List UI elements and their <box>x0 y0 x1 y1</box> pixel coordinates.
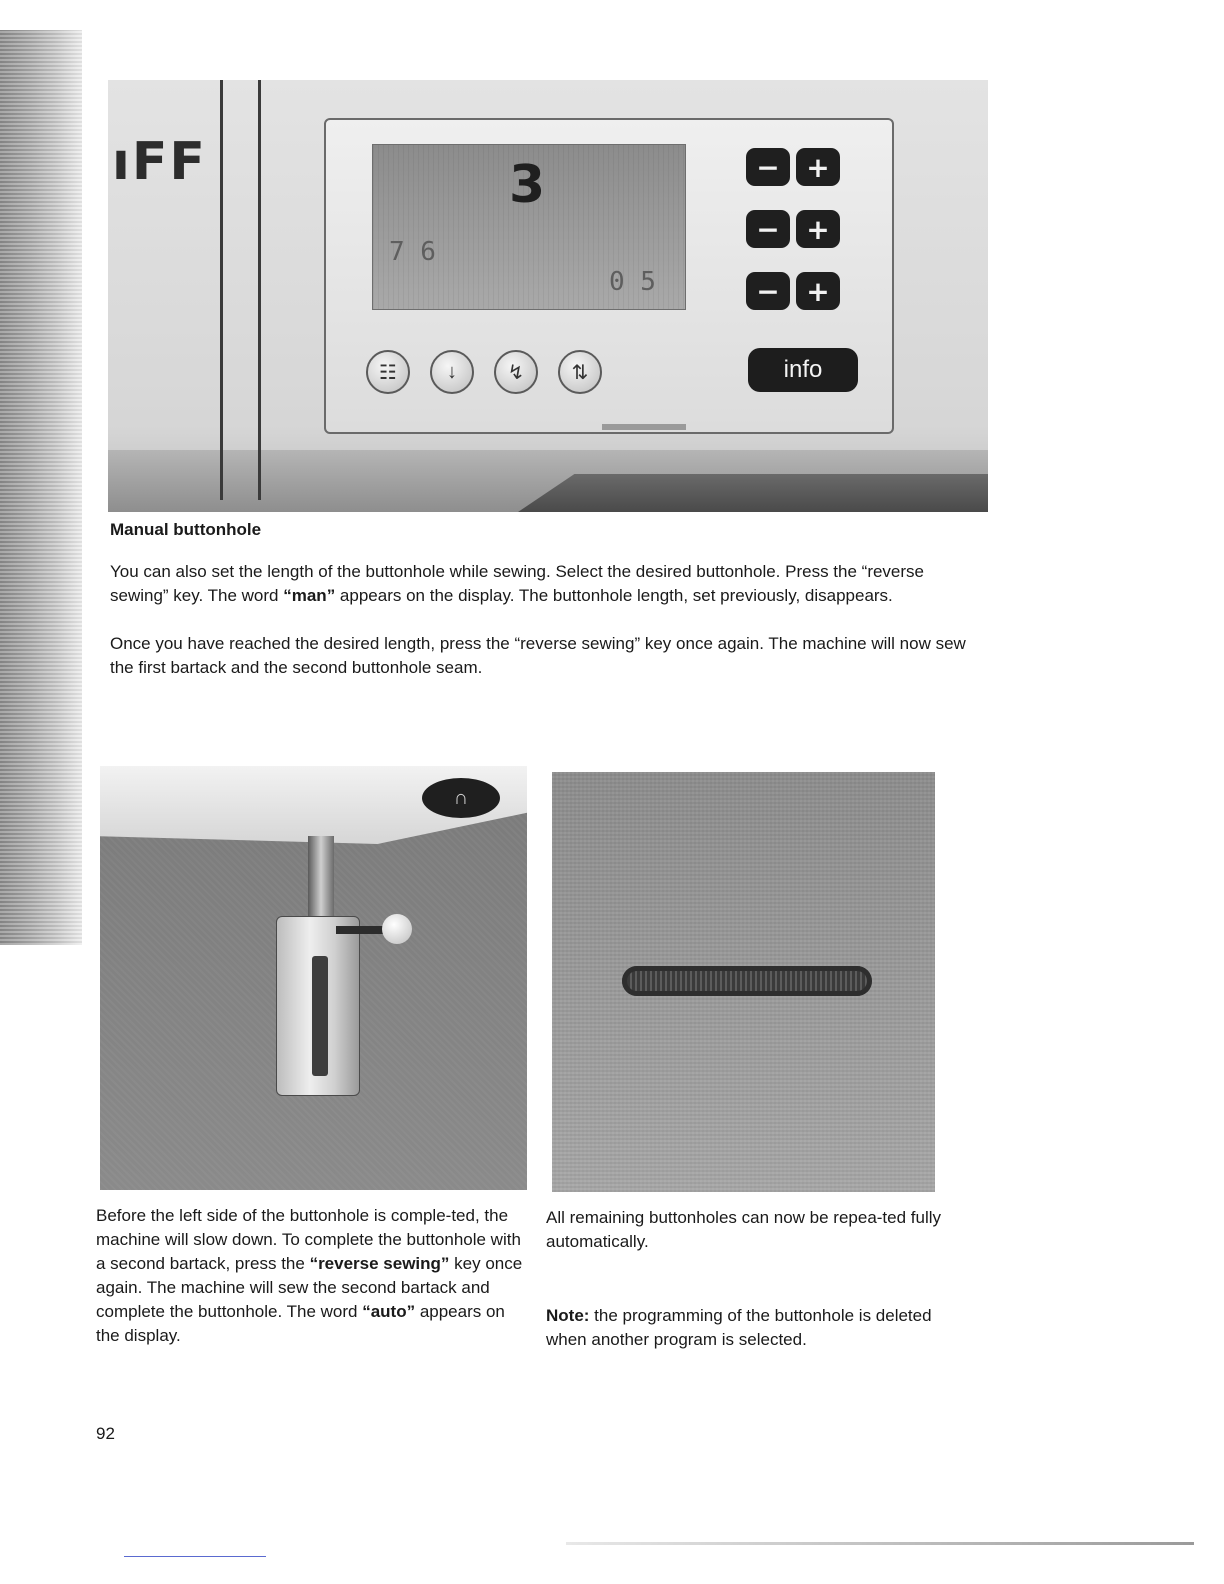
stitch-icon: ☷ <box>366 350 410 394</box>
scan-edge <box>0 30 82 945</box>
panel-slot <box>602 424 686 430</box>
needle-stop-icon: ↓ <box>430 350 474 394</box>
foot-lever <box>336 926 384 934</box>
lcd-segment: 0 5 <box>609 267 656 297</box>
note-paragraph <box>546 1304 962 1352</box>
caption-text: Before the left side of the buttonhole is comple-ted, the machine will slow down. To complete the buttonhole with a second bartack, press the <box>96 1206 521 1273</box>
adjust-row-2 <box>746 210 840 248</box>
intro-text: You can also set the length of the buttonhole while sewing. Select the desired buttonhole. Press the “reverse sewing” key. The word <box>110 562 924 605</box>
photo-shadow <box>518 474 988 512</box>
page-number: 92 <box>96 1424 115 1443</box>
presser-foot-photo <box>100 766 527 1190</box>
reverse-sewing-icon: ⇅ <box>558 350 602 394</box>
man-keyword: “man” <box>283 586 336 605</box>
function-keys <box>366 350 602 394</box>
plus-button: + <box>796 272 840 310</box>
reverse-button-icon: ∩ <box>422 778 500 818</box>
plus-button: + <box>796 148 840 186</box>
footer-rule <box>124 1556 266 1557</box>
intro-text: appears on the display. The buttonhole length, set previously, disappears. <box>335 586 893 605</box>
caption-text: key once again. The machine will sew the second bartack and complete the buttonhole. The word <box>96 1254 523 1321</box>
info-button: info <box>748 348 858 392</box>
minus-button: − <box>746 210 790 248</box>
adjust-row-3 <box>746 272 840 310</box>
length-paragraph: Once you have reached the desired length, press the “reverse sewing” key once again. The machine will now sew the first bartack and the second buttonhole seam. <box>110 634 966 677</box>
left-caption <box>96 1204 528 1348</box>
finished-buttonhole-photo <box>552 772 935 1192</box>
intro-paragraph <box>110 560 970 608</box>
reverse-sewing-keyword: “reverse sewing” <box>309 1254 450 1273</box>
scan-bottom-rule <box>566 1542 1194 1545</box>
thumb-screw <box>382 914 412 944</box>
foot-slot <box>312 956 328 1076</box>
lcd-program-digit: 3 <box>509 155 546 215</box>
minus-button: − <box>746 272 790 310</box>
control-panel-photo <box>108 80 988 512</box>
tie-off-icon: ↯ <box>494 350 538 394</box>
control-panel <box>324 118 894 434</box>
section-heading: Manual buttonhole <box>110 520 262 539</box>
lcd-segment: 7 6 <box>389 237 436 267</box>
lcd-display <box>372 144 686 310</box>
caption-text: appears on the display. <box>96 1302 505 1345</box>
buttonhole-stitch <box>622 966 872 996</box>
auto-keyword: “auto” <box>362 1302 416 1321</box>
note-text: the programming of the buttonhole is deleted when another program is selected. <box>546 1306 932 1349</box>
machine-edge-line <box>220 80 223 500</box>
adjust-row-1 <box>746 148 840 186</box>
brand-logo-fragment: ıFF <box>112 132 207 192</box>
note-label: Note: <box>546 1306 590 1325</box>
machine-edge-line <box>258 80 261 500</box>
right-caption: All remaining buttonholes can now be repea-ted fully automatically. <box>546 1208 942 1251</box>
minus-button: − <box>746 148 790 186</box>
plus-button: + <box>796 210 840 248</box>
